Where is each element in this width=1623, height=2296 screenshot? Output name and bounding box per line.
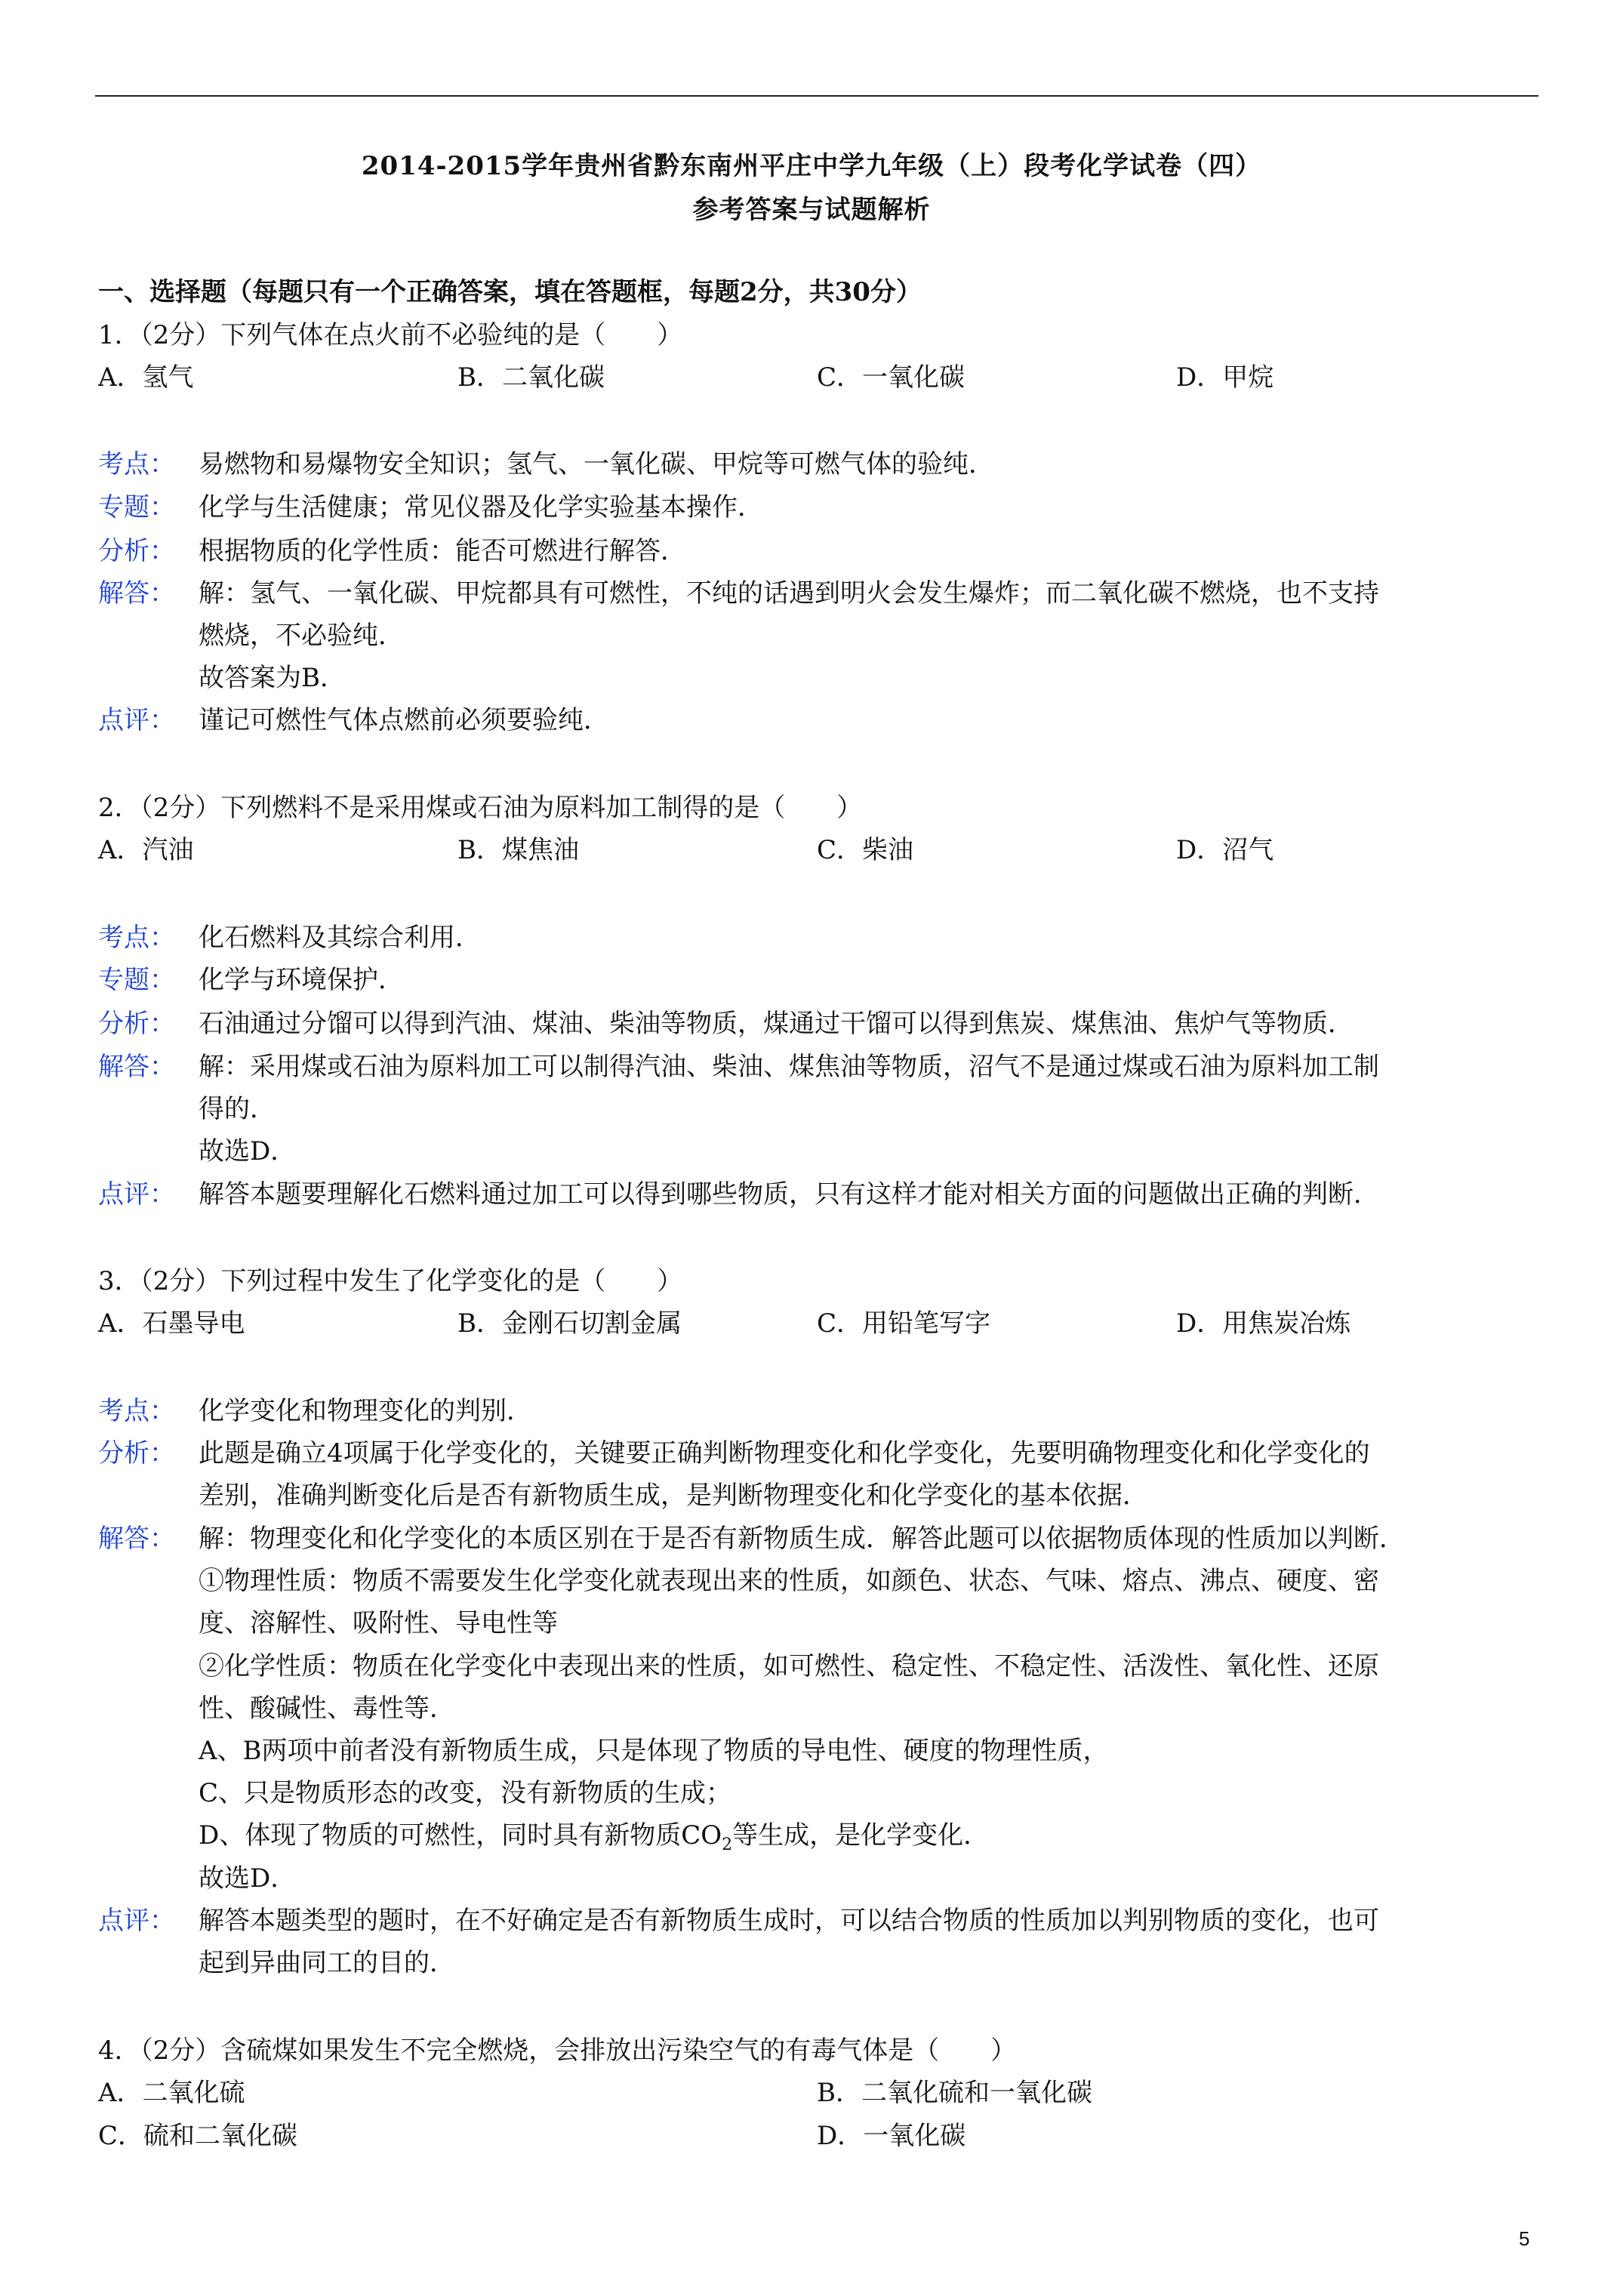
co2-formula bbox=[681, 1820, 733, 1854]
page-number: 5 bbox=[1519, 2227, 1530, 2250]
co2-subscript: 2 bbox=[722, 1835, 733, 1854]
q3-jieda-line-5: 性、酸碱性、毒性等． bbox=[199, 1693, 455, 1724]
q3-jieda-line-8 bbox=[199, 1820, 989, 1860]
q4-option-b: B．二氧化硫和一氧化碳 bbox=[817, 2078, 1092, 2108]
q1-fenxi-text: 根据物质的化学性质：能否可燃进行解答． bbox=[199, 536, 686, 566]
q1-option-b: B．二氧化碳 bbox=[457, 362, 605, 393]
q3-jieda-line-2: ①物理性质：物质不需要发生化学变化就表现出来的性质，如颜色、状态、气味、熔点、沸点、硬度、密 bbox=[199, 1566, 1379, 1596]
q2-jieda-line-1: 解：采用煤或石油为原料加工可以制得汽油、柴油、煤焦油等物质，沼气不是通过煤或石油为原料加工制 bbox=[199, 1052, 1379, 1082]
q2-zhuanti-label: 专题： bbox=[98, 965, 175, 995]
q2-kaodian-label: 考点： bbox=[98, 923, 175, 953]
page-subtitle: 参考答案与试题解析 bbox=[692, 195, 931, 225]
question-2-stem: 2．（2分）下列燃料不是采用煤或石油为原料加工制得的是（ ） bbox=[98, 793, 863, 823]
q3-jieda-label: 解答： bbox=[98, 1524, 175, 1554]
q1-jieda-line-1: 解：氢气、一氧化碳、甲烷都具有可燃性，不纯的话遇到明火会发生爆炸；而二氧化碳不燃烧，也不支持 bbox=[199, 578, 1379, 609]
question-3-stem: 3．（2分）下列过程中发生了化学变化的是（ ） bbox=[98, 1266, 683, 1296]
q1-dianping-text: 谨记可燃性气体点燃前必须要验纯． bbox=[199, 705, 609, 735]
q3-option-b: B．金刚石切割金属 bbox=[457, 1308, 682, 1339]
q3-dianping-label: 点评： bbox=[98, 1906, 175, 1936]
q2-dianping-text: 解答本题要理解化石燃料通过加工可以得到哪些物质，只有这样才能对相关方面的问题做出正确的判断． bbox=[199, 1179, 1379, 1210]
q3-fenxi-line-2: 差别，准确判断变化后是否有新物质生成，是判断物理变化和化学变化的基本依据． bbox=[199, 1481, 1148, 1511]
q1-jieda-line-2: 燃烧，不必验纯． bbox=[199, 621, 404, 651]
q1-option-c: C．一氧化碳 bbox=[817, 362, 965, 393]
q3-jieda-d-pre: D、体现了物质的可燃性，同时具有新物质 bbox=[199, 1820, 682, 1851]
q4-option-d: D．一氧化碳 bbox=[817, 2121, 966, 2151]
q3-option-d: D．用焦炭冶炼 bbox=[1176, 1308, 1351, 1339]
q3-kaodian-label: 考点： bbox=[98, 1396, 175, 1426]
q1-option-d: D．甲烷 bbox=[1176, 362, 1274, 393]
header-rule bbox=[95, 95, 1538, 97]
q2-jieda-line-3: 故选D． bbox=[199, 1136, 297, 1166]
q3-kaodian-text: 化学变化和物理变化的判别． bbox=[199, 1396, 532, 1426]
q1-kaodian-label: 考点： bbox=[98, 449, 175, 479]
q2-dianping-label: 点评： bbox=[98, 1179, 175, 1210]
q2-zhuanti-text: 化学与环境保护． bbox=[199, 965, 404, 995]
q3-jieda-line-3: 度、溶解性、吸附性、导电性等 bbox=[199, 1608, 558, 1638]
q1-kaodian-text: 易燃物和易爆物安全知识；氢气、一氧化碳、甲烷等可燃气体的验纯． bbox=[199, 449, 994, 479]
q2-option-a: A．汽油 bbox=[98, 835, 194, 865]
page-title: 2014-2015学年贵州省黔东南州平庄中学九年级（上）段考化学试卷（四） bbox=[361, 151, 1262, 181]
q1-option-a: A．氢气 bbox=[98, 362, 194, 393]
q2-kaodian-text: 化石燃料及其综合利用． bbox=[199, 923, 481, 953]
q2-fenxi-text: 石油通过分馏可以得到汽油、煤油、柴油等物质，煤通过干馏可以得到焦炭、煤焦油、焦炉气等物质． bbox=[199, 1009, 1354, 1039]
q3-option-c: C．用铅笔写字 bbox=[817, 1308, 991, 1339]
q1-jieda-label: 解答： bbox=[98, 578, 175, 609]
q3-jieda-line-6: A、B两项中前者没有新物质生成，只是体现了物质的导电性、硬度的物理性质， bbox=[199, 1736, 1109, 1766]
section-heading: 一、选择题（每题只有一个正确答案，填在答题框，每题2分，共30分） bbox=[98, 277, 922, 307]
question-1-stem: 1．（2分）下列气体在点火前不必验纯的是（ ） bbox=[98, 320, 683, 350]
co2-formula-base: CO bbox=[681, 1820, 722, 1851]
q3-jieda-d-post: 等生成，是化学变化． bbox=[732, 1820, 990, 1851]
q1-dianping-label: 点评： bbox=[98, 705, 175, 735]
q4-option-c: C．硫和二氧化碳 bbox=[98, 2121, 298, 2151]
q2-jieda-label: 解答： bbox=[98, 1052, 175, 1082]
q2-option-c: C．柴油 bbox=[817, 835, 914, 865]
q3-jieda-line-4: ②化学性质：物质在化学变化中表现出来的性质，如可燃性、稳定性、不稳定性、活泼性、氧化性、还原 bbox=[199, 1651, 1379, 1681]
q1-zhuanti-label: 专题： bbox=[98, 492, 175, 522]
q3-jieda-line-9: 故选D． bbox=[199, 1863, 297, 1894]
q3-option-a: A．石墨导电 bbox=[98, 1308, 245, 1339]
q3-dianping-line-2: 起到异曲同工的目的． bbox=[199, 1948, 455, 1978]
q3-fenxi-line-1: 此题是确立4项属于化学变化的，关键要正确判断物理变化和化学变化，先要明确物理变化和化学变化的 bbox=[199, 1438, 1370, 1469]
q1-zhuanti-text: 化学与生活健康；常见仪器及化学实验基本操作． bbox=[199, 492, 763, 522]
q3-jieda-line-7: C、只是物质形态的改变，没有新物质的生成； bbox=[199, 1778, 732, 1808]
q1-fenxi-label: 分析： bbox=[98, 536, 175, 566]
q2-fenxi-label: 分析： bbox=[98, 1009, 175, 1039]
q2-jieda-line-2: 得的． bbox=[199, 1094, 276, 1124]
q4-option-a: A．二氧化硫 bbox=[98, 2078, 245, 2108]
question-4-stem: 4．（2分）含硫煤如果发生不完全燃烧，会排放出污染空气的有毒气体是（ ） bbox=[98, 2036, 1017, 2066]
q3-dianping-line-1: 解答本题类型的题时，在不好确定是否有新物质生成时，可以结合物质的性质加以判别物质的变化，也可 bbox=[199, 1906, 1379, 1936]
q2-option-b: B．煤焦油 bbox=[457, 835, 579, 865]
q1-jieda-line-3: 故答案为B． bbox=[199, 663, 346, 693]
q2-option-d: D．沼气 bbox=[1176, 835, 1274, 865]
q3-fenxi-label: 分析： bbox=[98, 1438, 175, 1469]
q3-jieda-line-1: 解：物理变化和化学变化的本质区别在于是否有新物质生成．解答此题可以依据物质体现的性质加以判断． bbox=[199, 1524, 1405, 1554]
